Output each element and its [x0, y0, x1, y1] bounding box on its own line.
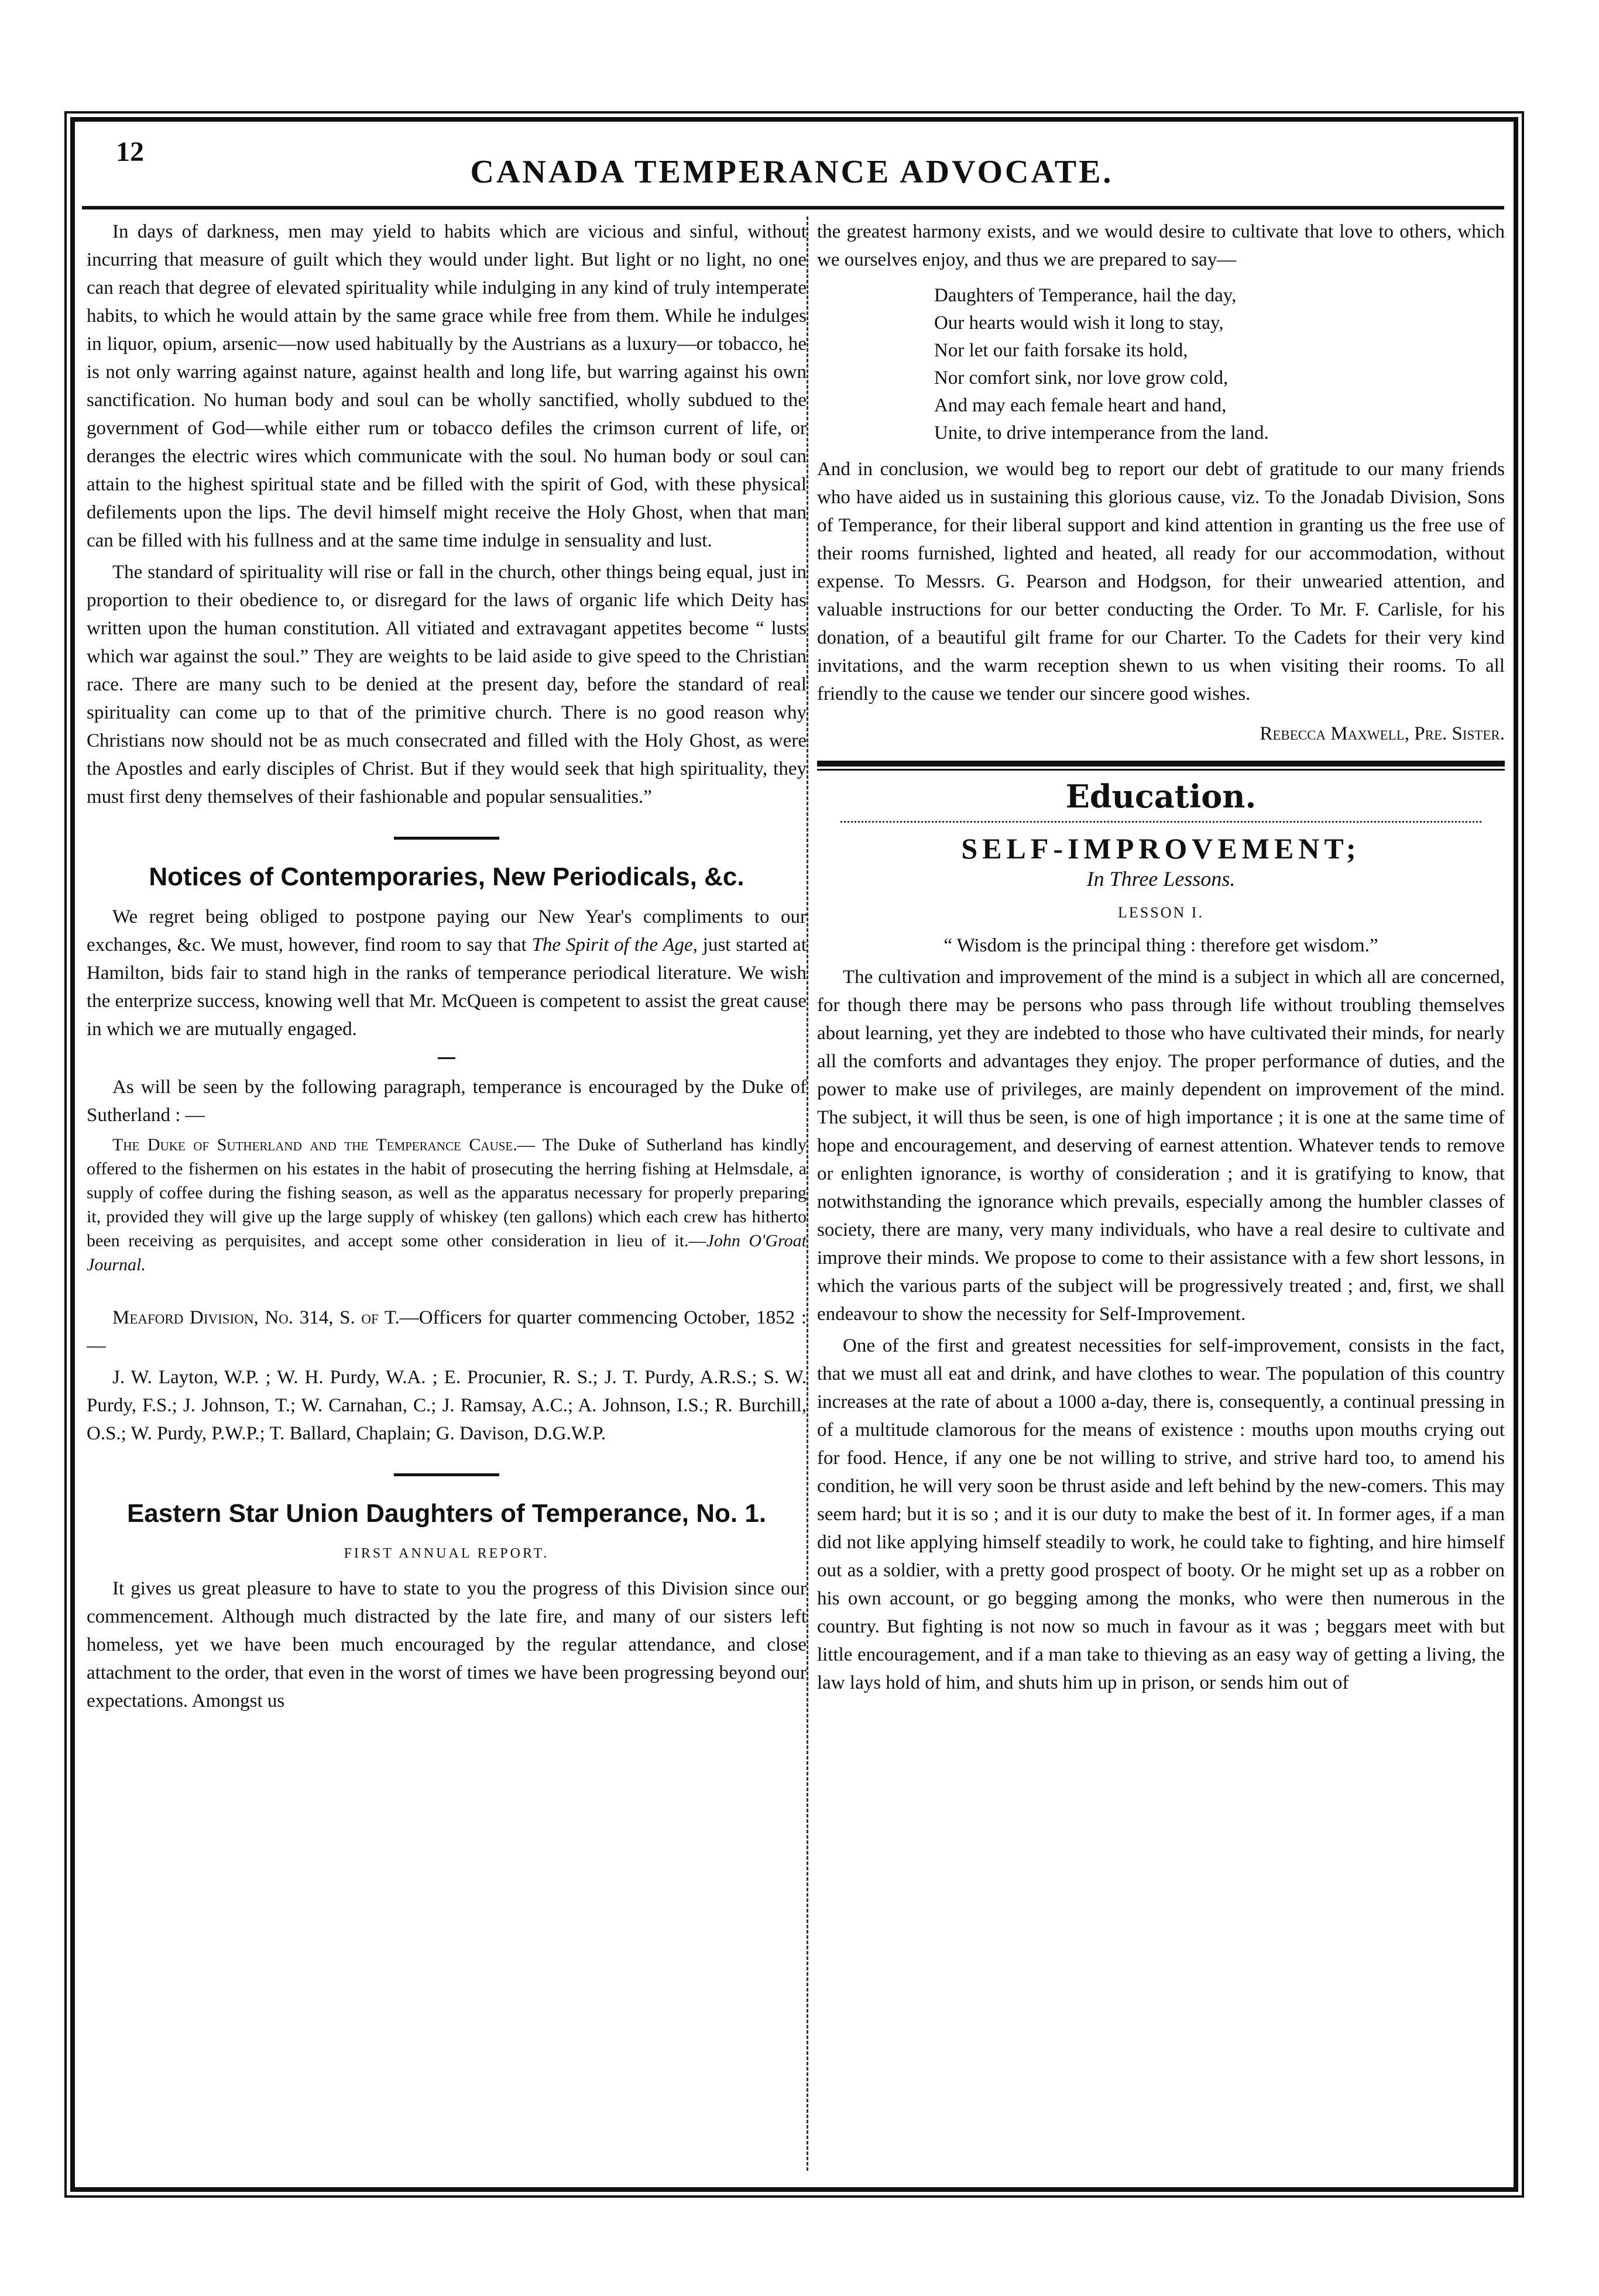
poem-line: Our hearts would wish it long to stay, — [934, 312, 1224, 334]
education-heading: Education. — [1065, 778, 1257, 815]
column-divider — [807, 216, 810, 2171]
report-label: FIRST ANNUAL REPORT. — [344, 1546, 550, 1561]
poem-line: Daughters of Temperance, hail the day, — [934, 285, 1237, 306]
signature: Rebecca Maxwell, Pre. Sister. — [1260, 723, 1505, 744]
source-citation: John O'Groat Journal. — [87, 1231, 807, 1274]
article-subtitle: In Three Lessons. — [1086, 867, 1236, 891]
page-number: 12 — [116, 136, 144, 167]
meaford-intro — [87, 1304, 807, 1360]
paragraph: It gives us great pleasure to have to state to you the progress of this Division since our commencement. Although much distracted by the late fire, and many of our sisters left homeless, yet we have been much encouraged by the regular attendance, and close attachment to the order, that even in the worst of times we have been progressing beyond our expectations. Amongst us — [87, 1578, 807, 1711]
sutherland-title: The Duke of Sutherland and the Temperance Cause.— — [112, 1135, 535, 1154]
section-rule — [394, 1473, 499, 1476]
paragraph: the greatest harmony exists, and we would desire to cultivate that love to others, which we ourselves enjoy, and thus we are prepared to say— — [817, 221, 1505, 270]
meaford-officers: J. W. Layton, W.P. ; W. H. Purdy, W.A. ; E. Procunier, R. S.; J. T. Purdy, A.R.S.; S. W. Purdy, F.S.; J. Johnson, T.; W. Carnahan, C.; J. Ramsay, A.C.; A. Johnson, I.S.; R. Burchill, O.S.; W. Purdy, P.W.P.; T. Ballard, Chaplain; G. Davison, D.G.W.P. — [87, 1367, 807, 1444]
header-rule — [82, 206, 1504, 209]
poem-line: Unite, to drive intemperance from the land. — [934, 422, 1269, 444]
lesson-label: LESSON I. — [1118, 904, 1204, 921]
right-column — [817, 218, 1505, 2160]
paragraph: One of the first and greatest necessities for self-improvement, consists in the fact, that we must all eat and drink, and have clothes to wear. The population of this country increases at the rate of about a 1000 a-day, there is, consequently, a continual pressing in of a multitude clamorous for the means of existence : mouths upon mouths crying out for food. Hence, if any one be not willing to strive, and strive hard too, to amend his condition, he will very soon be thrust aside and left behind by the new-comers. This may seem hard; but it is so ; and it is our duty to make the best of it. In former ages, if a man did not like applying himself steadily to work, he could take to fighting, and hire himself out as a soldier, with a pretty good prospect of booty. Or he might set up as a robber on his own account, or go begging among the monks, who were then numerous in the country. But fighting is not now so much in favour as it was ; beggars meet with but little encouragement, and if a man take to thieving as an easy way of getting a living, the law lays hold of him, and shuts him up in prison, or sends him out of — [817, 1335, 1505, 1693]
masthead-title: CANADA TEMPERANCE ADVOCATE. — [470, 154, 1114, 190]
sutherland-paragraph — [87, 1133, 807, 1277]
notices-heading: Notices of Contemporaries, New Periodicals, &c. — [149, 862, 744, 891]
poem-line: Nor let our faith forsake its hold, — [934, 340, 1188, 361]
periodical-title: The Spirit of the Age, — [531, 934, 698, 955]
ornamental-rule — [840, 816, 1481, 823]
text-run: —Officers for quarter commencing October, 1852 : — — [87, 1307, 807, 1356]
section-rule-thick — [817, 761, 1505, 767]
epigraph: “ Wisdom is the principal thing : therefore get wisdom.” — [943, 935, 1378, 956]
poem-line: Nor comfort sink, nor love grow cold, — [934, 367, 1229, 389]
text-run: The Duke of Sutherland has kindly offered to the fishermen on his estates in the habit of prosecuting the herring fishing at Helmsdale, a supply of coffee during the fishing season, as well as the apparatus necessary for properly preparing it, provided they will give up the large supply of whiskey (ten gallons) which each crew has hitherto been receiving as perquisites, and accept some other consideration in lieu of it.— — [87, 1135, 807, 1250]
section-rule — [394, 837, 499, 840]
page-header — [87, 136, 1497, 200]
divider — [438, 1057, 455, 1059]
poem-line: And may each female heart and hand, — [934, 395, 1227, 416]
article-title: SELF-IMPROVEMENT; — [961, 832, 1361, 865]
meaford-title: Meaford Division, No. 314, S. of T. — [112, 1307, 400, 1328]
sutherland-intro: As will be seen by the following paragraph, temperance is encouraged by the Duke of Sutherland : — — [87, 1077, 807, 1126]
paragraph: The cultivation and improvement of the mind is a subject in which all are concerned, for though there may be persons who pass through life without troubling themselves about learning, yet they are indebted to those who have cultivated their minds, for nearly all the comforts and advantages they enjoy. The proper performance of duties, and the power to make use of privileges, are mainly dependent on improvement of the mind. The subject, it will thus be seen, is one of high importance ; it is one at the same time of hope and encouragement, and deserving of earnest attention. Whatever tends to remove or enlighten ignorance, is worthy of consideration ; and it is gratifying to know, that notwithstanding the ignorance which prevails, especially among the humbler classes of society, there are many, very many individuals, who have a real desire to cultivate and improve their minds. We propose to come to their assistance with a few short lessons, in which the various parts of the subject will be progressively treated ; and, first, we shall endeavour to show the necessity for Self-Improvement. — [817, 967, 1505, 1325]
text-run: We regret being obliged to postpone paying our New Year's compliments to our exchanges, &c. We must, however, find room to say that — [87, 906, 807, 955]
paragraph: The standard of spirituality will rise or fall in the church, other things being equal, just in proportion to their obedience to, or disregard for the laws of organic life which Deity has written upon the human constitution. All vitiated and extravagant appetites become “ lusts which war against the soul.” They are weights to be laid aside to give speed to the Christian race. There are many such to be denied at the present day, before the standard of real spirituality can come up to that of the primitive church. There is no good reason why Christians now should not be as much consecrated and filled with the Holy Ghost, as were the Apostles and early disciples of Christ. But if they would seek that high spirituality, they must first deny themselves of their fashionable and popular sensualities.” — [87, 562, 807, 807]
poem — [934, 282, 1505, 447]
left-column — [87, 218, 807, 2160]
text-run: just started at Hamilton, bids fair to stand high in the ranks of temperance periodical literature. We wish the enterprize success, knowing well that Mr. McQueen is competent to assist the great cause in which we are mutually engaged. — [87, 934, 807, 1040]
paragraph: In days of darkness, men may yield to habits which are vicious and sinful, without incurring that measure of guilt which they would under light. But light or no light, no one can reach that degree of elevated spirituality while indulging in any kind of truly intemperate habits, to which he would attain by the same grace while free from them. While he indulges in liquor, opium, arsenic—now used habitually by the Austrians as a luxury—or tobacco, he is not only warring against nature, against health and long life, but warring against his own sanctification. No human body and soul can be wholly sanctified, wholly subdued to the government of God—while either rum or tobacco defiles the crimson current of life, or deranges the electric wires which communicate with the soul. No human body or soul can attain to the highest spiritual state and be filled with the spirit of God, with these physical defilements upon the lips. The devil himself might receive the Holy Ghost, when that man can be filled with his fullness and at the same time indulge in sensuality and lust. — [87, 221, 807, 551]
paragraph: And in conclusion, we would beg to report our debt of gratitude to our many friends who have aided us in sustaining this glorious cause, viz. To the Jonadab Division, Sons of Temperance, for their liberal support and kind attention in granting us the free use of their rooms furnished, lighted and heated, all ready for our accommodation, without expense. To Messrs. G. Pearson and Hodgson, for their unwearied attention, and valuable instructions for our better conducting the Order. To Mr. F. Carlisle, for his donation, of a beautiful gilt frame for our Charter. To the Cadets for their very kind invitations, and the warm reception shewn to us when visiting their rooms. To all friendly to the cause we tender our sincere good wishes. — [817, 459, 1505, 704]
section-rule-thin — [817, 769, 1505, 771]
notices-paragraph — [87, 903, 807, 1043]
eastern-star-heading: Eastern Star Union Daughters of Temperance, No. 1. — [126, 1499, 767, 1528]
